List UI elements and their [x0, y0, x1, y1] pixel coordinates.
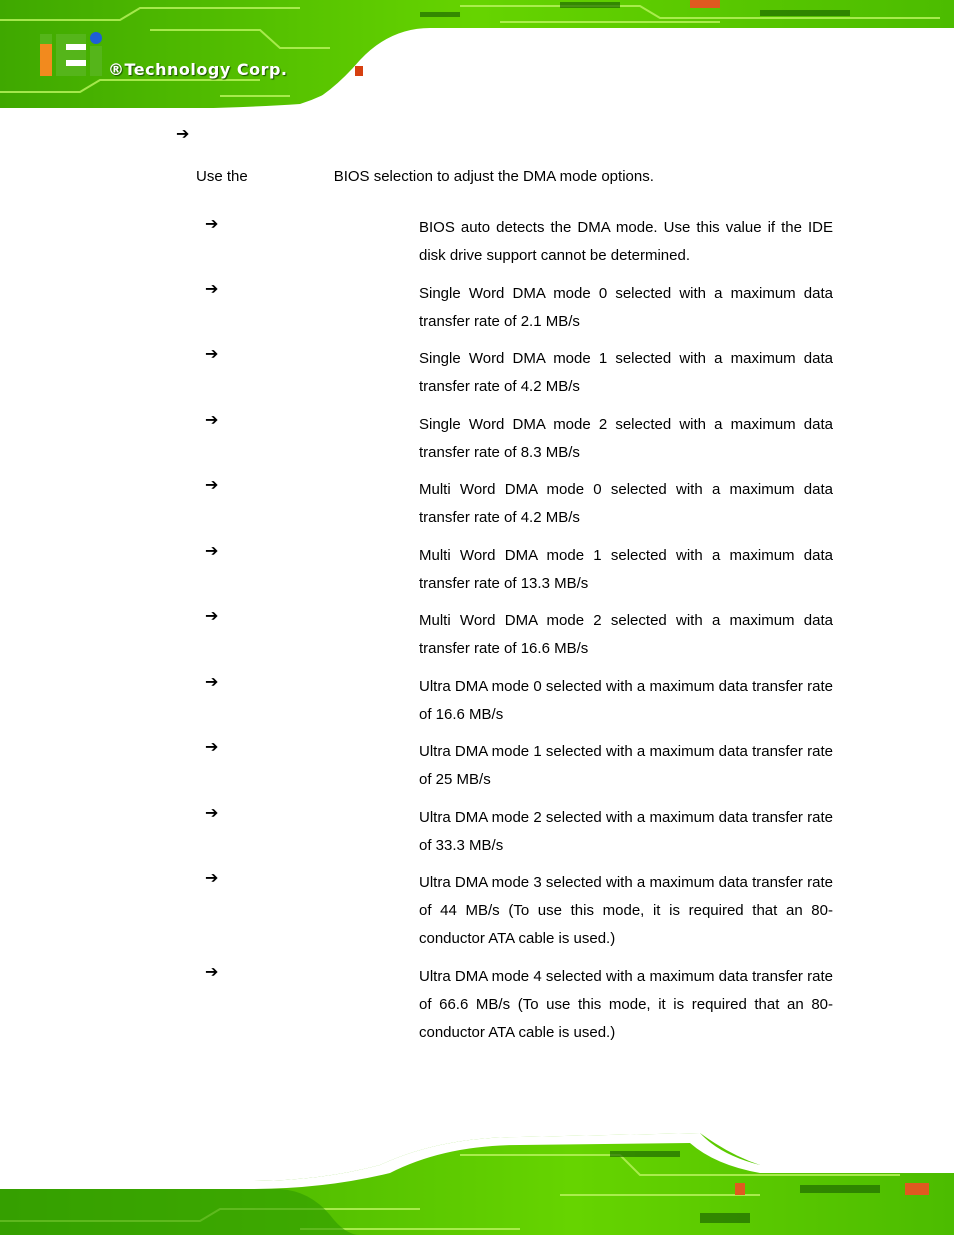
company-name: ®Technology Corp.: [108, 60, 288, 79]
option-arrow-icon: ➔: [205, 541, 219, 560]
option-description: BIOS auto detects the DMA mode. Use this value if the IDE disk drive support cannot be determined.: [419, 219, 833, 264]
option-description: Single Word DMA mode 0 selected with a maximum data transfer rate of 2.1 MB/s: [419, 285, 833, 330]
intro-suffix: BIOS selection to adjust the DMA mode options.: [333, 168, 654, 185]
option-arrow-icon: ➔: [205, 410, 219, 429]
option-description: Single Word DMA mode 2 selected with a maximum data transfer rate of 8.3 MB/s: [419, 416, 833, 461]
option-arrow-icon: ➔: [205, 868, 219, 887]
option-arrow-icon: ➔: [205, 737, 219, 756]
option-description: Ultra DMA mode 1 selected with a maximum data transfer rate of 25 MB/s: [419, 743, 833, 788]
option-description: Multi Word DMA mode 2 selected with a maximum data transfer rate of 16.6 MB/s: [419, 612, 833, 657]
option-arrow-icon: ➔: [205, 344, 219, 363]
option-arrow-icon: ➔: [205, 214, 219, 233]
section-arrow-icon: ➔: [176, 124, 190, 143]
iei-logo-mark: [38, 30, 106, 78]
option-arrow-icon: ➔: [205, 672, 219, 691]
option-arrow-icon: ➔: [205, 962, 219, 981]
option-description: Ultra DMA mode 0 selected with a maximum data transfer rate of 16.6 MB/s: [419, 678, 833, 723]
option-arrow-icon: ➔: [205, 803, 219, 822]
option-description: Single Word DMA mode 1 selected with a maximum data transfer rate of 4.2 MB/s: [419, 350, 833, 395]
circuit-board-header-graphic: [0, 0, 954, 112]
option-arrow-icon: ➔: [205, 606, 219, 625]
section-intro: [196, 166, 836, 188]
option-description: Multi Word DMA mode 0 selected with a maximum data transfer rate of 4.2 MB/s: [419, 481, 833, 526]
page-header-banner: [0, 0, 954, 112]
page-footer-banner: [0, 1125, 954, 1235]
option-description: Ultra DMA mode 2 selected with a maximum data transfer rate of 33.3 MB/s: [419, 809, 833, 854]
option-arrow-icon: ➔: [205, 475, 219, 494]
option-description: Ultra DMA mode 4 selected with a maximum data transfer rate of 66.6 MB/s (To use this mode, it is required that an 80-conductor ATA cable is used.): [419, 968, 833, 1041]
option-description: Ultra DMA mode 3 selected with a maximum data transfer rate of 44 MB/s (To use this mode, it is required that an 80-conductor ATA cable is used.): [419, 874, 833, 947]
circuit-board-footer-graphic: [0, 1125, 954, 1235]
intro-prefix: Use the: [196, 168, 248, 185]
option-description: Multi Word DMA mode 1 selected with a maximum data transfer rate of 13.3 MB/s: [419, 547, 833, 592]
option-arrow-icon: ➔: [205, 279, 219, 298]
